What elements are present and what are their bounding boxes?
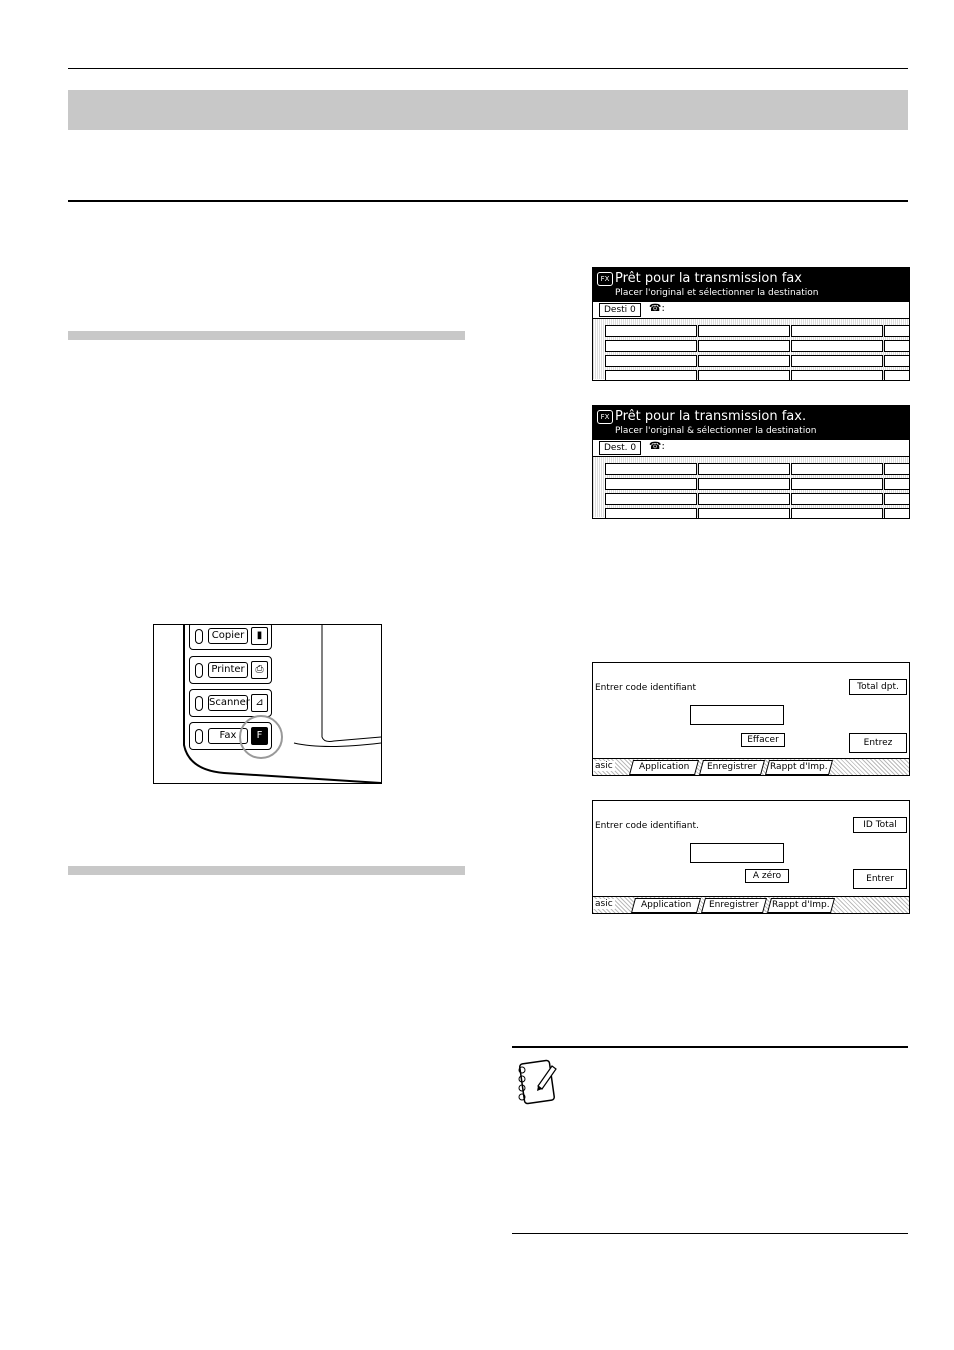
dest-key[interactable] bbox=[884, 325, 910, 337]
dest-key[interactable] bbox=[698, 463, 790, 475]
tab-basic[interactable]: asic bbox=[595, 761, 613, 771]
id-total-button[interactable]: ID Total bbox=[853, 817, 907, 833]
copier-mode-button[interactable] bbox=[189, 624, 272, 650]
fax-ready-screen-1 bbox=[592, 267, 910, 381]
fax-icon: FX bbox=[597, 272, 613, 286]
tab-enregistrer-label: Enregistrer bbox=[707, 762, 757, 772]
tab-bar bbox=[593, 758, 909, 775]
dest-key[interactable] bbox=[605, 355, 697, 367]
dest-key[interactable] bbox=[884, 463, 910, 475]
dest-key[interactable] bbox=[605, 340, 697, 352]
subsection-bar-1 bbox=[68, 331, 465, 340]
tab-enregistrer-label: Enregistrer bbox=[709, 900, 759, 910]
dest-key[interactable] bbox=[698, 355, 790, 367]
phone-icon: ☎: bbox=[649, 441, 665, 452]
note-bottom-rule bbox=[512, 1233, 908, 1234]
tab-enregistrer[interactable] bbox=[699, 760, 765, 775]
copier-label: Copier bbox=[208, 628, 248, 644]
dest-key[interactable] bbox=[605, 478, 697, 490]
enter-button[interactable]: Entrer bbox=[853, 869, 907, 889]
highlight-circle bbox=[239, 715, 283, 759]
printer-icon: ⎙ bbox=[251, 661, 268, 679]
fax-icon: FX bbox=[597, 410, 613, 424]
screen-title: Prêt pour la transmission fax bbox=[615, 271, 802, 286]
screen-header bbox=[593, 406, 909, 440]
reset-button[interactable]: A zéro bbox=[745, 869, 789, 883]
destination-row bbox=[593, 302, 909, 319]
id-code-input[interactable] bbox=[690, 705, 784, 725]
screen-header bbox=[593, 268, 909, 302]
fax-icon: F bbox=[251, 727, 268, 745]
dest-key[interactable] bbox=[884, 355, 910, 367]
dest-key[interactable] bbox=[791, 355, 883, 367]
dest-key[interactable] bbox=[791, 370, 883, 381]
printer-mode-button[interactable] bbox=[189, 656, 272, 684]
dest-key[interactable] bbox=[605, 463, 697, 475]
tab-rappt-imp-label: Rappt d'Imp. bbox=[770, 762, 828, 772]
destination-counter[interactable]: Desti 0 bbox=[599, 303, 641, 317]
fax-label: Fax bbox=[208, 728, 248, 744]
tab-rappt-imp[interactable] bbox=[767, 898, 835, 913]
dest-key[interactable] bbox=[605, 508, 697, 519]
dest-key[interactable] bbox=[884, 493, 910, 505]
dest-key[interactable] bbox=[605, 325, 697, 337]
dest-key[interactable] bbox=[791, 493, 883, 505]
tab-rappt-imp[interactable] bbox=[765, 760, 833, 775]
tab-application-label: Application bbox=[640, 900, 692, 910]
fax-led bbox=[195, 729, 203, 744]
dest-key[interactable] bbox=[884, 478, 910, 490]
dest-key[interactable] bbox=[791, 478, 883, 490]
scanner-icon: ⊿ bbox=[251, 694, 268, 712]
dest-key[interactable] bbox=[605, 493, 697, 505]
scanner-led bbox=[195, 696, 203, 711]
phone-icon: ☎: bbox=[649, 303, 665, 314]
clear-button[interactable]: Effacer bbox=[741, 733, 785, 747]
total-dept-button[interactable]: Total dpt. bbox=[849, 679, 907, 695]
top-rule bbox=[68, 68, 908, 69]
id-code-input[interactable] bbox=[690, 843, 784, 863]
tab-basic[interactable]: asic bbox=[595, 899, 613, 909]
dest-key[interactable] bbox=[791, 463, 883, 475]
screen-subtitle: Placer l'original et sélectionner la destination bbox=[615, 288, 819, 298]
destination-counter[interactable]: Dest. 0 bbox=[599, 441, 641, 455]
control-panel-illustration bbox=[153, 624, 382, 784]
subsection-bar-2 bbox=[68, 866, 465, 875]
destination-grid bbox=[593, 319, 909, 379]
dest-key[interactable] bbox=[698, 340, 790, 352]
dest-key[interactable] bbox=[698, 478, 790, 490]
tab-application[interactable] bbox=[629, 760, 699, 775]
dest-key[interactable] bbox=[791, 508, 883, 519]
copier-led bbox=[195, 629, 203, 644]
section-rule bbox=[68, 200, 908, 202]
dest-key[interactable] bbox=[884, 370, 910, 381]
dest-key[interactable] bbox=[698, 508, 790, 519]
id-code-screen-1 bbox=[592, 662, 910, 776]
dest-key[interactable] bbox=[698, 370, 790, 381]
copier-icon: ▮ bbox=[251, 627, 268, 645]
dest-key[interactable] bbox=[791, 340, 883, 352]
dest-key[interactable] bbox=[791, 325, 883, 337]
printer-led bbox=[195, 663, 203, 678]
dest-key[interactable] bbox=[605, 370, 697, 381]
scanner-label: Scanner bbox=[208, 695, 248, 711]
destination-grid bbox=[593, 457, 909, 517]
notepad-icon bbox=[512, 1056, 562, 1108]
printer-label: Printer bbox=[208, 662, 248, 678]
tab-bar bbox=[593, 896, 909, 913]
note-top-rule bbox=[512, 1046, 908, 1048]
dest-key[interactable] bbox=[698, 325, 790, 337]
dest-key[interactable] bbox=[698, 493, 790, 505]
dest-key[interactable] bbox=[884, 508, 910, 519]
id-prompt: Entrer code identifiant bbox=[595, 683, 696, 693]
id-prompt: Entrer code identifiant. bbox=[595, 821, 699, 831]
tab-rappt-imp-label: Rappt d'Imp. bbox=[772, 900, 830, 910]
screen-subtitle: Placer l'original & sélectionner la destination bbox=[615, 426, 817, 436]
tab-enregistrer[interactable] bbox=[701, 898, 767, 913]
section-banner bbox=[68, 90, 908, 130]
enter-button[interactable]: Entrez bbox=[849, 733, 907, 753]
dest-key[interactable] bbox=[884, 340, 910, 352]
id-code-screen-2 bbox=[592, 800, 910, 914]
screen-title: Prêt pour la transmission fax. bbox=[615, 409, 807, 424]
fax-ready-screen-2 bbox=[592, 405, 910, 519]
scanner-mode-button[interactable] bbox=[189, 689, 272, 717]
tab-application-label: Application bbox=[638, 762, 690, 772]
destination-row bbox=[593, 440, 909, 457]
tab-application[interactable] bbox=[631, 898, 701, 913]
